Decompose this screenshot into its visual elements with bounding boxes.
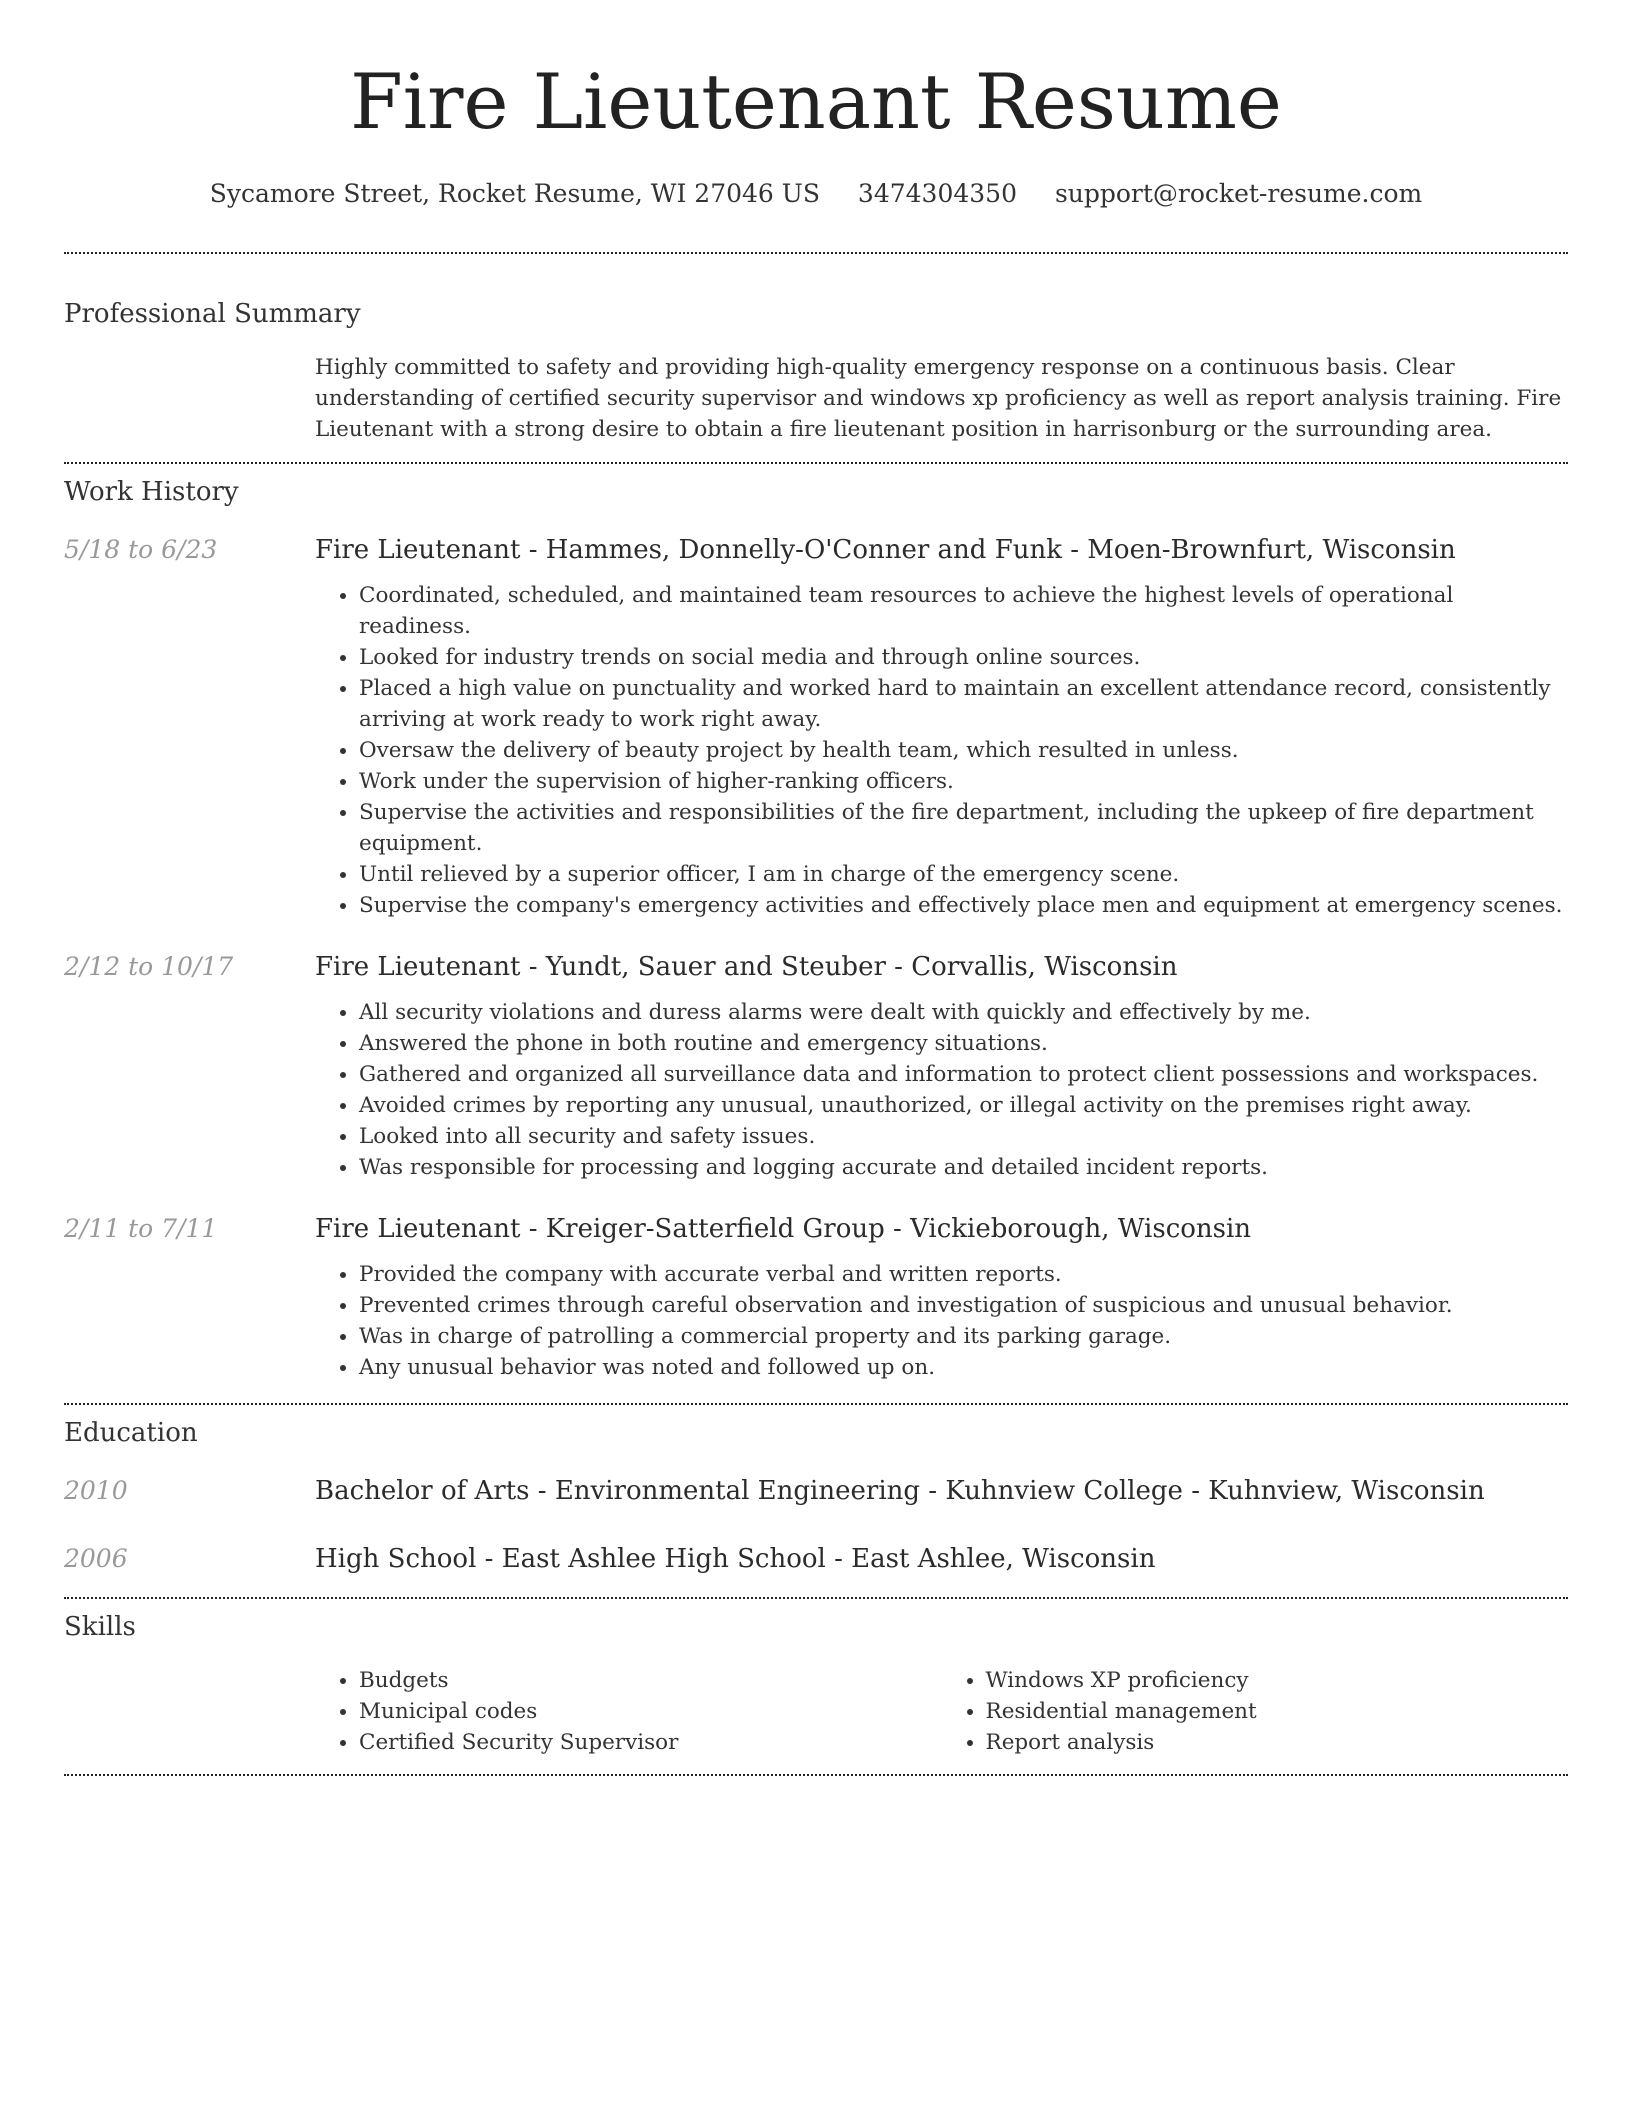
divider	[64, 1774, 1568, 1776]
job-dates: 5/18 to 6/23	[64, 535, 218, 564]
job-bullets	[315, 1259, 1568, 1383]
job-bullet: • Looked for industry trends on social media and through online sources.	[359, 642, 1568, 673]
skill-item: • Municipal codes	[359, 1696, 942, 1727]
job-bullet: • Until relieved by a superior officer, I am in charge of the emergency scene.	[359, 859, 1568, 890]
job-bullet: • Work under the supervision of higher-ranking officers.	[359, 766, 1568, 797]
job-bullets	[315, 580, 1568, 921]
job-entry	[64, 532, 1568, 921]
resume-title: Fire Lieutenant Resume	[350, 57, 1282, 146]
job-bullet: • Avoided crimes by reporting any unusual, unauthorized, or illegal activity on the premises right away.	[359, 1090, 1568, 1121]
job-title: Fire Lieutenant - Hammes, Donnelly-O'Conner and Funk - Moen-Brownfurt, Wisconsin	[315, 535, 1456, 565]
contact-address: Sycamore Street, Rocket Resume, WI 27046 US	[209, 179, 820, 208]
skill-item: • Residential management	[986, 1696, 1569, 1727]
job-bullet: • Answered the phone in both routine and emergency situations.	[359, 1028, 1568, 1059]
summary-text: Highly committed to safety and providing high-quality emergency response on a continuous basis. Clear understanding of certified security supervisor and windows xp proficiency as well as report analysis training. Fire Lieutenant with a strong desire to obtain a fire lieutenant position in harrisonburg or the surrounding area.	[315, 355, 1562, 442]
job-bullets	[315, 997, 1568, 1183]
skill-item: • Budgets	[359, 1665, 942, 1696]
education-section	[64, 1415, 1568, 1577]
job-bullet: • Oversaw the delivery of beauty project by health team, which resulted in unless.	[359, 735, 1568, 766]
job-bullet: • Provided the company with accurate verbal and written reports.	[359, 1259, 1568, 1290]
job-bullet: • Was in charge of patrolling a commercial property and its parking garage.	[359, 1321, 1568, 1352]
job-bullet: • Was responsible for processing and logging accurate and detailed incident reports.	[359, 1152, 1568, 1183]
skill-item: • Certified Security Supervisor	[359, 1727, 942, 1758]
work-history-heading: Work History	[64, 477, 239, 507]
job-bullet: • Looked into all security and safety issues.	[359, 1121, 1568, 1152]
job-bullet: • All security violations and duress alarms were dealt with quickly and effectively by me.	[359, 997, 1568, 1028]
divider	[64, 252, 1568, 254]
education-year: 2010	[64, 1476, 128, 1505]
work-history-section	[64, 474, 1568, 1383]
job-dates: 2/12 to 10/17	[64, 952, 234, 981]
divider	[64, 1597, 1568, 1599]
summary-section	[64, 296, 1568, 445]
job-bullet: • Supervise the activities and responsibilities of the fire department, including the upkeep of fire department equipment.	[359, 797, 1568, 859]
education-entry	[64, 1541, 1568, 1577]
job-bullet: • Coordinated, scheduled, and maintained team resources to achieve the highest levels of operational readiness.	[359, 580, 1568, 642]
job-entry	[64, 1211, 1568, 1383]
contact-line	[64, 176, 1568, 212]
skill-item: • Windows XP proficiency	[986, 1665, 1569, 1696]
job-title: Fire Lieutenant - Yundt, Sauer and Steuber - Corvallis, Wisconsin	[315, 952, 1178, 982]
job-bullet: • Gathered and organized all surveillance data and information to protect client possessions and workspaces.	[359, 1059, 1568, 1090]
education-entry	[64, 1473, 1568, 1509]
job-bullet: • Placed a high value on punctuality and worked hard to maintain an excellent attendance record, consistently arriving at work ready to work right away.	[359, 673, 1568, 735]
skills-column-2	[942, 1665, 1569, 1758]
skills-column-1	[315, 1665, 942, 1758]
job-bullet: • Any unusual behavior was noted and followed up on.	[359, 1352, 1568, 1383]
divider	[64, 1403, 1568, 1405]
education-year: 2006	[64, 1544, 128, 1573]
job-bullet: • Prevented crimes through careful observation and investigation of suspicious and unusual behavior.	[359, 1290, 1568, 1321]
job-entry	[64, 949, 1568, 1183]
job-title: Fire Lieutenant - Kreiger-Satterfield Group - Vickieborough, Wisconsin	[315, 1214, 1252, 1244]
divider	[64, 462, 1568, 464]
job-bullet: • Supervise the company's emergency activities and effectively place men and equipment at emergency scenes.	[359, 890, 1568, 921]
skill-item: • Report analysis	[986, 1727, 1569, 1758]
education-heading: Education	[64, 1418, 198, 1448]
summary-heading: Professional Summary	[64, 299, 361, 329]
contact-email: support@rocket-resume.com	[1054, 179, 1423, 208]
skills-section	[64, 1609, 1568, 1758]
skills-heading: Skills	[64, 1612, 136, 1642]
contact-phone: 3474304350	[857, 179, 1017, 208]
education-title: Bachelor of Arts - Environmental Engineering - Kuhnview College - Kuhnview, Wisconsin	[315, 1476, 1485, 1506]
job-dates: 2/11 to 7/11	[64, 1214, 218, 1243]
education-title: High School - East Ashlee High School - East Ashlee, Wisconsin	[315, 1544, 1156, 1574]
